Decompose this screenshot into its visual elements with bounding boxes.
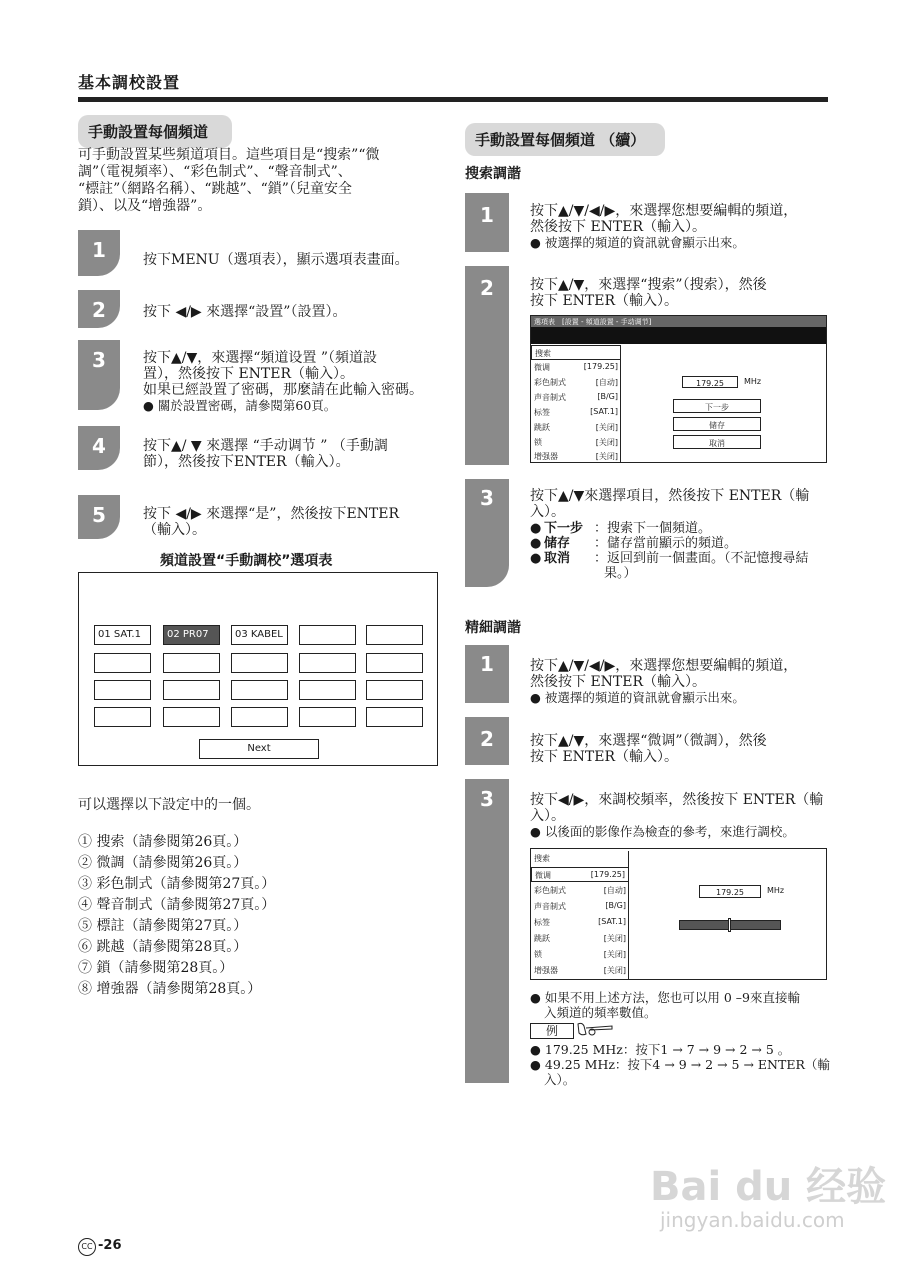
step-number: 3 bbox=[480, 787, 494, 811]
step-text: 按下◀/▶，來調校頻率，然後按下 ENTER（輸 入）。 ● 以後面的影像作為檢查的參考，來進行調校。 bbox=[530, 792, 824, 839]
step-text: 按下▲/▼，來選擇“微调”（微調），然後 按下 ENTER（輸入）。 bbox=[530, 733, 767, 765]
step-tab: 4 bbox=[78, 426, 120, 470]
menu-row[interactable]: 标签 [SAT.1] bbox=[534, 407, 618, 417]
menu-list bbox=[531, 851, 629, 979]
list-item: ⑧ 增強器（請參閱第28頁。） bbox=[78, 981, 262, 997]
menu-row[interactable]: 声音制式 [B/G] bbox=[534, 901, 626, 911]
channel-cell[interactable] bbox=[231, 680, 288, 700]
channel-cell[interactable] bbox=[299, 680, 356, 700]
watermark-brand: Bai du 经验 bbox=[650, 1164, 887, 1210]
menu-row[interactable]: 声音制式 [B/G] bbox=[534, 392, 618, 402]
channel-cell[interactable] bbox=[94, 707, 151, 727]
menu-row[interactable]: 搜索 bbox=[534, 854, 550, 863]
pointing-hand-icon bbox=[576, 1020, 616, 1040]
list-item: ④ 聲音制式（請參閱第27頁。） bbox=[78, 897, 276, 913]
menu-row[interactable]: 微调 [179.25] bbox=[534, 362, 618, 372]
channel-cell[interactable] bbox=[366, 680, 423, 700]
choose-text: 可以選擇以下設定中的一個。 bbox=[78, 797, 260, 813]
channel-cell[interactable] bbox=[94, 653, 151, 673]
watermark-url: jingyan.baidu.com bbox=[660, 1208, 845, 1232]
step-number: 3 bbox=[480, 486, 494, 510]
channel-cell[interactable] bbox=[231, 707, 288, 727]
menu-row[interactable]: 锁 [关闭] bbox=[534, 438, 618, 447]
list-item: ⑦ 鎖（請參閱第28頁。） bbox=[78, 960, 234, 976]
store-button[interactable]: 储存 bbox=[673, 417, 761, 431]
menu-row[interactable]: 增强器 [关闭] bbox=[534, 966, 626, 975]
step-tab: 5 bbox=[78, 495, 120, 539]
channel-cell[interactable] bbox=[366, 653, 423, 673]
options-list bbox=[78, 832, 275, 1000]
channel-grid-menu bbox=[78, 572, 438, 766]
frequency-unit: MHz bbox=[767, 886, 785, 895]
step-text: 按下MENU（選項表），顯示選項表畫面。 bbox=[143, 252, 409, 268]
step-text: 按下▲/▼來選擇項目，然後按下 ENTER（輸 入）。 bbox=[530, 488, 810, 520]
page-number: -26 bbox=[98, 1238, 122, 1253]
channel-cell[interactable] bbox=[163, 653, 220, 673]
step-tab: 3 bbox=[78, 340, 120, 410]
step-gap bbox=[465, 465, 509, 479]
section-label-right: 手動設置每個頻道 （續） bbox=[465, 123, 665, 156]
cancel-button[interactable]: 取消 bbox=[673, 435, 761, 449]
header-rule bbox=[78, 97, 828, 102]
next-step-button[interactable]: 下一步 bbox=[673, 399, 761, 413]
channel-cell[interactable] bbox=[163, 707, 220, 727]
search-heading: 搜索調諧 bbox=[465, 166, 521, 182]
osd-header: 選項表 [設置 - 頻道設置 - 手动调节] bbox=[531, 316, 826, 327]
list-item: ⑥ 跳越（請參閱第28頁。） bbox=[78, 939, 248, 955]
step-number: 2 bbox=[480, 727, 494, 751]
step-tab: 1 bbox=[78, 230, 120, 276]
fine-heading: 精細調諧 bbox=[465, 620, 521, 636]
menu-row[interactable]: 增强器 [关闭] bbox=[534, 452, 618, 461]
channel-cell[interactable] bbox=[94, 680, 151, 700]
example-label: 例 bbox=[530, 1023, 574, 1039]
fine-tune-osd bbox=[530, 848, 827, 980]
channel-cell[interactable] bbox=[231, 653, 288, 673]
frequency-unit: MHz bbox=[744, 377, 762, 386]
channel-cell[interactable] bbox=[299, 707, 356, 727]
channel-cell[interactable] bbox=[299, 625, 356, 645]
page-title: 基本調校設置 bbox=[78, 73, 181, 92]
tuning-slider[interactable] bbox=[679, 920, 781, 930]
list-item: ③ 彩色制式（請參閱第27頁。） bbox=[78, 876, 276, 892]
frequency-field[interactable]: 179.25 bbox=[682, 376, 738, 388]
step-tab: 2 bbox=[78, 290, 120, 328]
step-text: 按下 ◀/▶ 來選擇“設置”（設置）。 bbox=[143, 304, 347, 320]
examples: ● 179.25 MHz：按下1 → 7 → 9 → 2 → 5 。 ● 49.25 MHz：按下4 → 9 → 2 → 5 → ENTER（輸 入）。 bbox=[530, 1042, 830, 1087]
step-gap bbox=[465, 252, 509, 266]
step-number: 1 bbox=[480, 652, 494, 676]
channel-cell[interactable] bbox=[366, 625, 423, 645]
channel-cell[interactable]: 01 SAT.1 bbox=[94, 625, 151, 645]
list-item: ① 搜索（請參閱第26頁。） bbox=[78, 834, 248, 850]
search-menu-osd bbox=[530, 315, 827, 463]
legend: ● 下一步 ：搜索下一個頻道。 ● 储存 ：儲存當前顯示的頻道。 ● 取消 ：返回到前一個畫面。（不記憶搜尋結 果。） bbox=[530, 521, 809, 581]
section-label-left: 手動設置每個頻道 bbox=[78, 115, 232, 148]
channel-cell[interactable] bbox=[163, 680, 220, 700]
step-number: 1 bbox=[480, 203, 494, 227]
osd-header-band bbox=[531, 327, 826, 344]
menu-row[interactable]: 微调 [179.25] bbox=[531, 867, 629, 882]
menu-row[interactable]: 标签 [SAT.1] bbox=[534, 917, 626, 927]
menu-row[interactable]: 锁 [关闭] bbox=[534, 950, 626, 959]
channel-cell[interactable] bbox=[299, 653, 356, 673]
step-text: 按下▲/ ▼ 來選擇 “手动调节 ” （手動調 節），然後按下ENTER（輸入）。 bbox=[143, 438, 388, 470]
menu-title: 頻道設置“手動調校”選項表 bbox=[160, 553, 333, 569]
menu-list bbox=[531, 345, 621, 463]
step-gap bbox=[465, 703, 509, 717]
list-item: ② 微調（請參閱第26頁。） bbox=[78, 855, 248, 871]
menu-row[interactable]: 彩色制式 [自动] bbox=[534, 886, 626, 895]
next-button[interactable]: Next bbox=[199, 739, 319, 759]
step-text: 按下▲/▼/◀/▶，來選擇您想要編輯的頻道， 然後按下 ENTER（輸入）。 ● 被選擇的頻道的資訊就會顯示出來。 bbox=[530, 658, 798, 705]
channel-cell[interactable]: 03 KABEL bbox=[231, 625, 288, 645]
list-item: ⑤ 標註（請參閱第27頁。） bbox=[78, 918, 248, 934]
direct-input-note: ● 如果不用上述方法，您也可以用 0 –9來直接輸 入頻道的頻率數值。 bbox=[530, 990, 800, 1020]
channel-cell-selected[interactable]: 02 PR07 bbox=[163, 625, 220, 645]
step-gap bbox=[465, 765, 509, 779]
cc-badge: CC bbox=[78, 1238, 96, 1256]
slider-handle[interactable] bbox=[728, 918, 731, 932]
menu-row[interactable]: 搜索 bbox=[531, 345, 621, 360]
channel-cell[interactable] bbox=[366, 707, 423, 727]
menu-row[interactable]: 跳跃 [关闭] bbox=[534, 423, 618, 432]
step-number: 2 bbox=[480, 276, 494, 300]
step-text: 按下▲/▼，來選擇“搜索”（搜索），然後 按下 ENTER（輸入）。 bbox=[530, 277, 767, 309]
step-text: 按下 ◀/▶ 來選擇“是”，然後按下ENTER （輸入）。 bbox=[143, 506, 400, 538]
menu-row[interactable]: 彩色制式 [自动] bbox=[534, 378, 618, 387]
step-text: 按下▲/▼，來選擇“頻道设置 ”（頻道設 置），然後按下 ENTER（輸入）。 如果已經設置了密碼，那麼請在此輸入密碼。 ● 關於設置密碼，請參閱第60頁。 bbox=[143, 350, 423, 413]
step-text: 按下▲/▼/◀/▶，來選擇您想要編輯的頻道， 然後按下 ENTER（輸入）。 ● 被選擇的頻道的資訊就會顯示出來。 bbox=[530, 203, 798, 250]
menu-row[interactable]: 跳跃 [关闭] bbox=[534, 934, 626, 943]
frequency-field[interactable]: 179.25 bbox=[699, 885, 761, 898]
intro-paragraph: 可手動設置某些頻道項目。這些項目是“搜索”“微 調”（電視頻率）、“彩色制式”、“聲音制式”、 “標註”（網路名稱）、“跳越”、“鎖”（兒童安全 鎖）、以及“增強器”。 bbox=[78, 147, 380, 214]
